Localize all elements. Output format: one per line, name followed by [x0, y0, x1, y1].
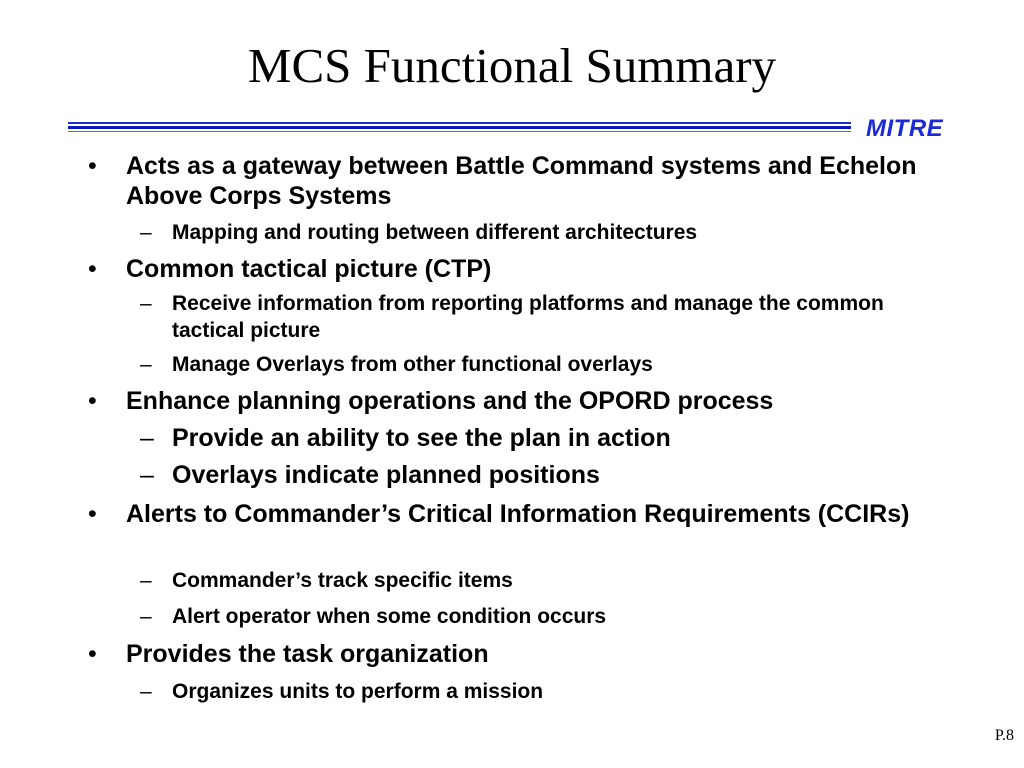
sub-bullet-item [140, 603, 952, 630]
sub-bullet-item [140, 460, 952, 490]
sub-bullet-text: Commander’s track specific items [172, 569, 513, 592]
dash-marker: – [140, 292, 152, 315]
sub-bullet-item [140, 290, 952, 344]
sub-bullet-text: Alert operator when some condition occurs [172, 605, 607, 628]
sub-bullet-text: Manage Overlays from other functional overlays [172, 353, 653, 376]
bullet-text: Acts as a gateway between Battle Command systems and Echelon Above Corps Systems [126, 152, 917, 210]
dash-marker: – [140, 569, 152, 592]
bullet-text: Provides the task organization [126, 640, 489, 668]
dash-marker: – [140, 605, 152, 628]
dash-marker: – [140, 221, 152, 244]
sub-bullet-item [140, 423, 952, 453]
bullet-item [88, 499, 926, 529]
bullet-marker: • [88, 640, 97, 668]
sub-bullet-item [140, 219, 952, 246]
bullet-marker: • [88, 387, 97, 415]
sub-bullet-text: Organizes units to perform a mission [172, 680, 544, 703]
dash-marker: – [140, 680, 152, 703]
sub-bullet-item [140, 678, 952, 705]
sub-bullet-item [140, 351, 952, 378]
bullet-item [88, 151, 926, 211]
bullet-item [88, 639, 926, 669]
dash-marker: – [140, 461, 154, 489]
slide-title: MCS Functional Summary [247, 38, 777, 93]
dash-marker: – [140, 424, 154, 452]
bullet-marker: • [88, 255, 97, 283]
dash-marker: – [140, 353, 152, 376]
sub-bullet-item [140, 567, 952, 594]
bullet-text: Alerts to Commander’s Critical Information Requirements (CCIRs) [126, 500, 910, 528]
bullet-marker: • [88, 152, 97, 180]
bullet-item [88, 254, 926, 284]
sub-bullet-text: Mapping and routing between different architectures [172, 221, 698, 244]
sub-bullet-text: Overlays indicate planned positions [172, 461, 600, 489]
bullet-text: Enhance planning operations and the OPORD process [126, 387, 774, 415]
sub-bullet-text: Receive information from reporting platforms and manage the common tactical picture [172, 292, 884, 342]
page-number: P.8 [994, 727, 1014, 744]
bullet-text: Common tactical picture (CTP) [126, 255, 492, 283]
bullet-marker: • [88, 500, 97, 528]
mitre-logo: MITRE [866, 115, 944, 142]
sub-bullet-text: Provide an ability to see the plan in action [172, 424, 671, 452]
bullet-item [88, 386, 926, 416]
